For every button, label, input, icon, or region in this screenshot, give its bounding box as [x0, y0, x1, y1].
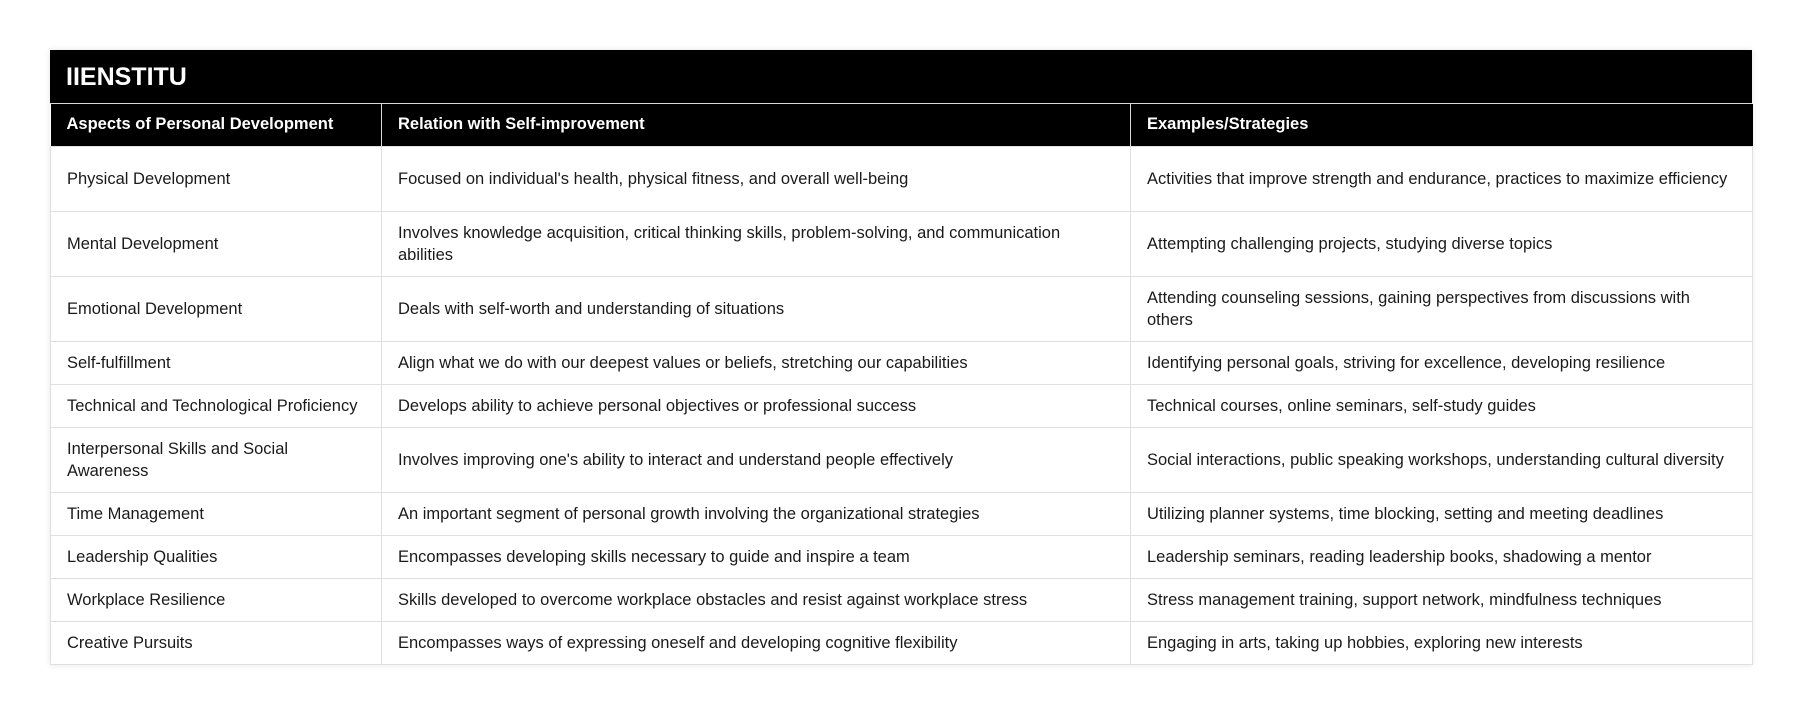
cell-relation: Focused on individual's health, physical fitness, and overall well-being [382, 146, 1131, 211]
table-row [51, 146, 1753, 211]
table-row [51, 384, 1753, 427]
cell-examples: Attending counseling sessions, gaining perspectives from discussions with others [1131, 276, 1753, 341]
table-row [51, 341, 1753, 384]
cell-relation: Align what we do with our deepest values or beliefs, stretching our capabilities [382, 341, 1131, 384]
cell-examples: Utilizing planner systems, time blocking, setting and meeting deadlines [1131, 492, 1753, 535]
cell-relation: Deals with self-worth and understanding of situations [382, 276, 1131, 341]
cell-relation: Encompasses developing skills necessary to guide and inspire a team [382, 535, 1131, 578]
cell-aspect: Interpersonal Skills and Social Awareness [51, 427, 382, 492]
table-row [51, 427, 1753, 492]
cell-examples: Identifying personal goals, striving for excellence, developing resilience [1131, 341, 1753, 384]
cell-examples: Engaging in arts, taking up hobbies, exploring new interests [1131, 621, 1753, 664]
cell-aspect: Time Management [51, 492, 382, 535]
table-row [51, 211, 1753, 276]
data-table [50, 104, 1753, 665]
cell-aspect: Workplace Resilience [51, 578, 382, 621]
table-row [51, 492, 1753, 535]
cell-aspect: Leadership Qualities [51, 535, 382, 578]
header-row [51, 104, 1753, 146]
cell-examples: Stress management training, support network, mindfulness techniques [1131, 578, 1753, 621]
cell-aspect: Creative Pursuits [51, 621, 382, 664]
personal-development-table [50, 50, 1752, 665]
column-header-relation: Relation with Self-improvement [382, 104, 1131, 146]
cell-aspect: Physical Development [51, 146, 382, 211]
cell-examples: Social interactions, public speaking workshops, understanding cultural diversity [1131, 427, 1753, 492]
cell-relation: An important segment of personal growth involving the organizational strategies [382, 492, 1131, 535]
cell-relation: Encompasses ways of expressing oneself and developing cognitive flexibility [382, 621, 1131, 664]
cell-aspect: Emotional Development [51, 276, 382, 341]
cell-aspect: Self-fulfillment [51, 341, 382, 384]
column-header-examples: Examples/Strategies [1131, 104, 1753, 146]
table-header [51, 104, 1753, 146]
cell-aspect: Mental Development [51, 211, 382, 276]
table-row [51, 276, 1753, 341]
table-row [51, 535, 1753, 578]
column-header-aspects: Aspects of Personal Development [51, 104, 382, 146]
cell-aspect: Technical and Technological Proficiency [51, 384, 382, 427]
cell-examples: Leadership seminars, reading leadership books, shadowing a mentor [1131, 535, 1753, 578]
cell-relation: Involves knowledge acquisition, critical thinking skills, problem-solving, and communication abilities [382, 211, 1131, 276]
cell-relation: Develops ability to achieve personal objectives or professional success [382, 384, 1131, 427]
table-row [51, 621, 1753, 664]
cell-relation: Involves improving one's ability to interact and understand people effectively [382, 427, 1131, 492]
table-row [51, 578, 1753, 621]
cell-examples: Technical courses, online seminars, self-study guides [1131, 384, 1753, 427]
cell-relation: Skills developed to overcome workplace obstacles and resist against workplace stress [382, 578, 1131, 621]
table-body [51, 146, 1753, 664]
cell-examples: Attempting challenging projects, studying diverse topics [1131, 211, 1753, 276]
cell-examples: Activities that improve strength and endurance, practices to maximize efficiency [1131, 146, 1753, 211]
table-brand-title: IIENSTITU [50, 50, 1752, 104]
